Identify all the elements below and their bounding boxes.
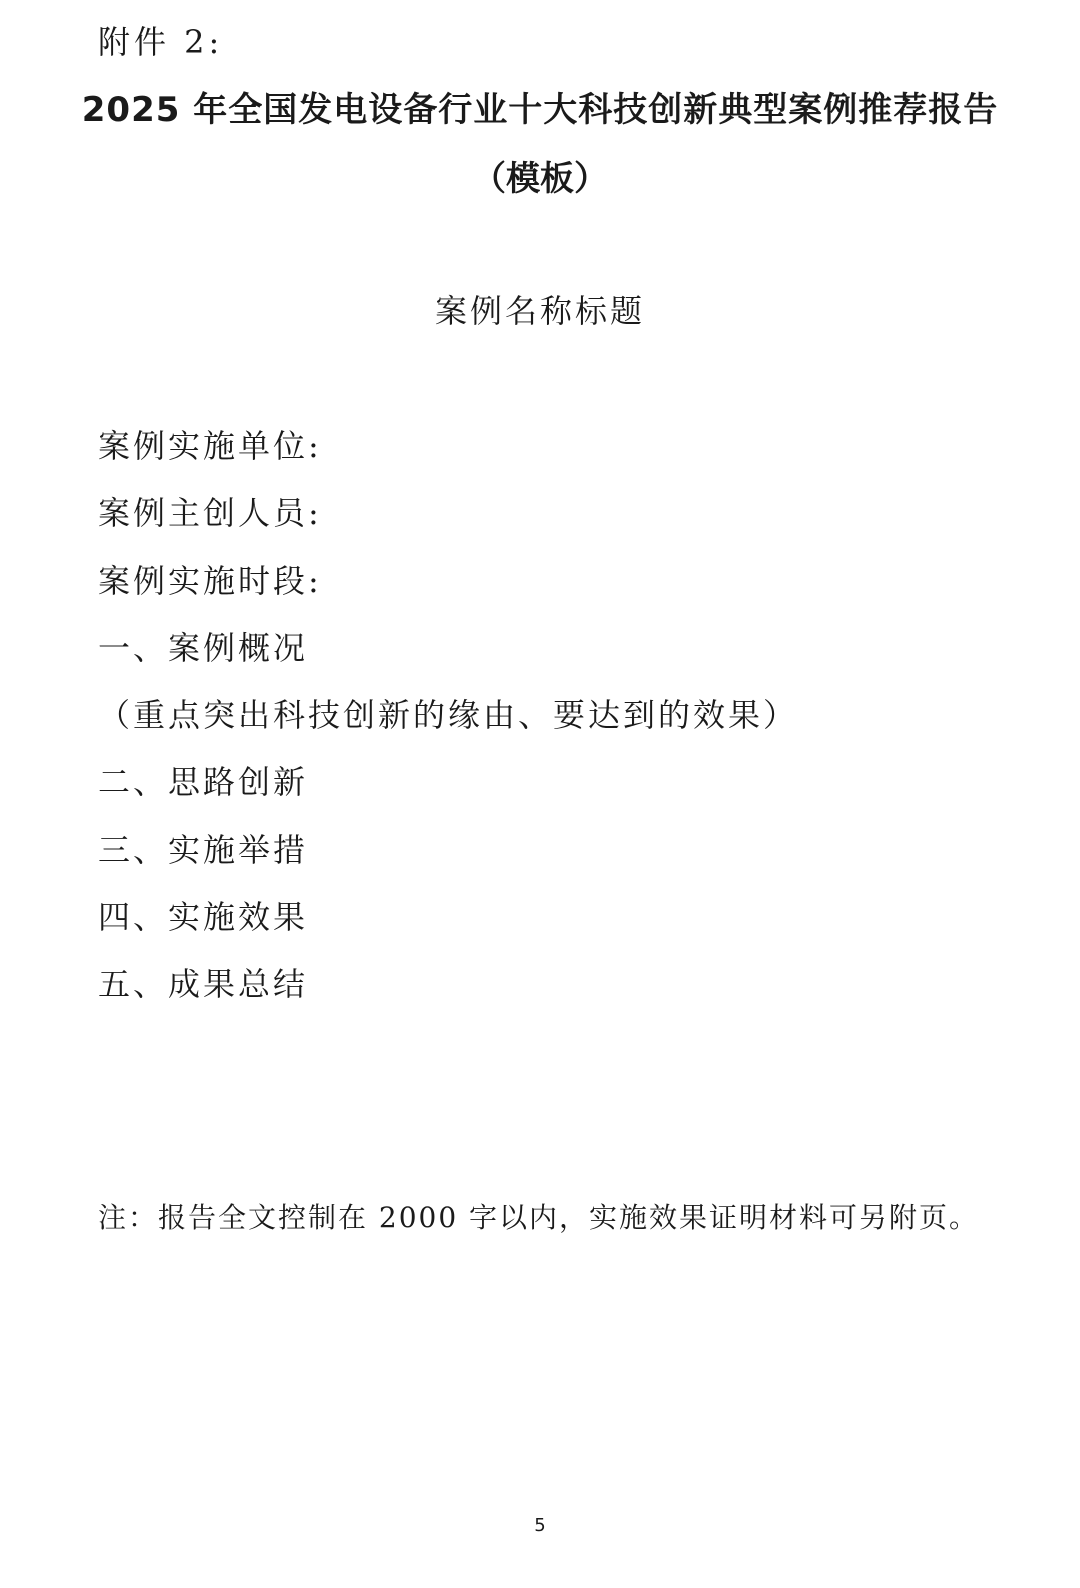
section-overview-instruction: （重点突出科技创新的缘由、要达到的效果） <box>98 696 799 735</box>
section-implementation-measures: 三、实施举措 <box>98 830 309 869</box>
section-case-overview: 一、案例概况 <box>98 628 309 667</box>
field-implementation-period: 案例实施时段: <box>98 561 322 600</box>
document-title: 2025 年全国发电设备行业十大科技创新典型案例推荐报告 <box>81 90 999 130</box>
footnote: 注：报告全文控制在 2000 字以内，实施效果证明材料可另附页。 <box>98 1201 980 1234</box>
case-name-title: 案例名称标题 <box>434 292 645 330</box>
report-field-list <box>98 420 798 1026</box>
section-achievement-summary: 五、成果总结 <box>98 965 309 1004</box>
field-main-creators: 案例主创人员: <box>98 494 322 533</box>
field-implementing-unit: 案例实施单位: <box>98 427 322 465</box>
page-number: 5 <box>534 1515 546 1536</box>
section-idea-innovation: 二、思路创新 <box>98 763 309 802</box>
document-subtitle: （模板） <box>472 159 608 199</box>
section-implementation-effect: 四、实施效果 <box>98 898 309 937</box>
attachment-label: 附件 2: <box>98 23 224 61</box>
